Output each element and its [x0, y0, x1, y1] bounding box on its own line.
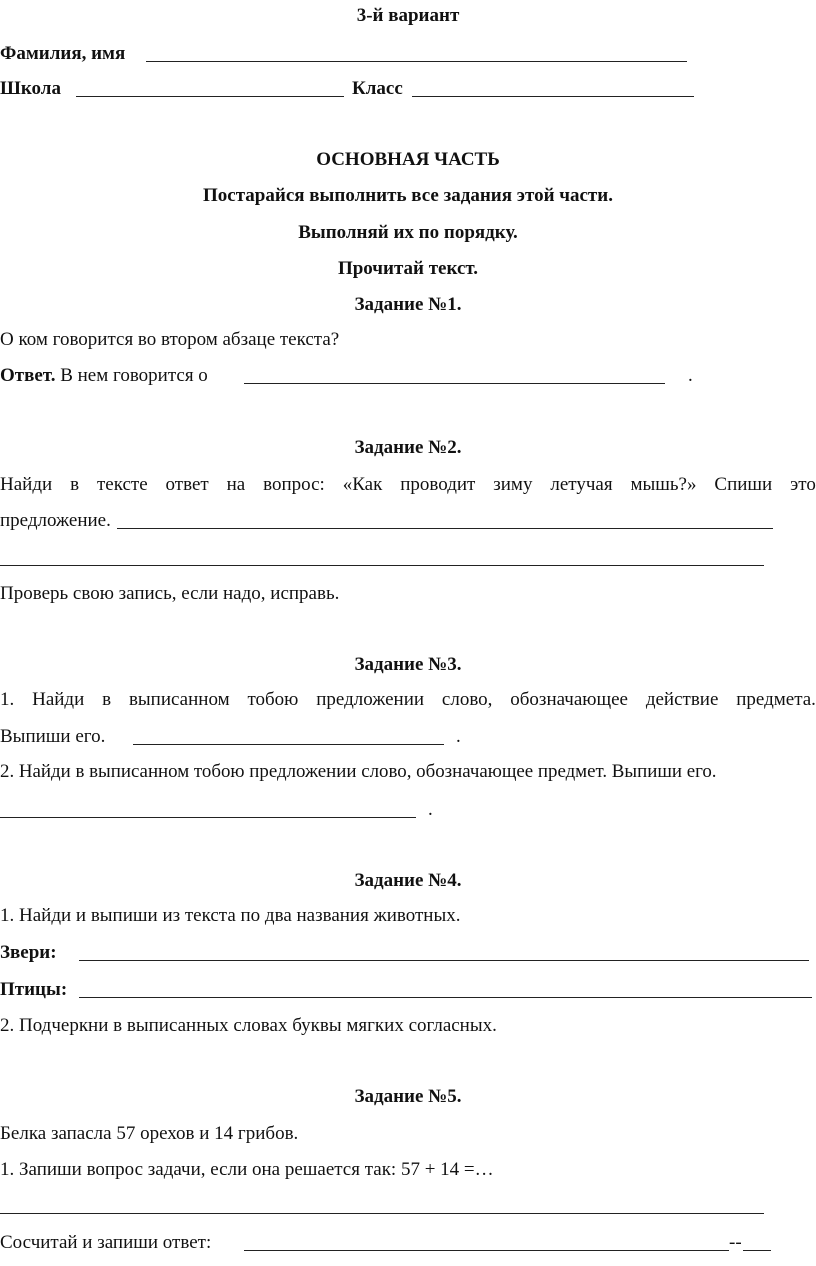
task2-question-word: в	[70, 474, 80, 495]
task3-p1-word: обозначающее	[510, 689, 628, 710]
task5-p1: 1. Запиши вопрос задачи, если она решается так: 57 + 14 =…	[0, 1159, 494, 1180]
task3-p1-word: 1.	[0, 689, 15, 710]
task5-answer-label: Сосчитай и запиши ответ:	[0, 1232, 212, 1253]
task3-p1-word: предмета.	[736, 689, 816, 710]
task3-p1-word: Найди	[32, 689, 85, 710]
task2-answer-field-2[interactable]	[0, 565, 764, 566]
task4-birds-label: Птицы:	[0, 979, 68, 1000]
task1-question: О ком говорится во втором абзаце текста?	[0, 329, 340, 350]
task2-question-line1	[0, 475, 816, 494]
task2-title: Задание №2.	[354, 437, 462, 458]
school-field[interactable]	[76, 96, 344, 97]
task5-title: Задание №5.	[354, 1086, 462, 1107]
task5-answer-field[interactable]	[244, 1250, 729, 1251]
task1-end-dot: .	[688, 365, 693, 386]
task4-birds-field[interactable]	[79, 997, 812, 998]
task2-question-word: Спиши	[714, 474, 773, 495]
task2-question-line2: предложение.	[0, 510, 111, 531]
intro-line-1: Постарайся выполнить все задания этой части.	[203, 185, 613, 206]
task1-answer-label: Ответ.	[0, 365, 56, 386]
task2-question-word: «Как	[342, 474, 383, 495]
task4-beasts-label: Звери:	[0, 942, 57, 963]
task5-condition: Белка запасла 57 орехов и 14 грибов.	[0, 1123, 299, 1144]
task5-answer-tail: --	[729, 1232, 742, 1253]
name-label: Фамилия, имя	[0, 43, 126, 64]
task1-title: Задание №1.	[354, 294, 462, 315]
task1-answer-field[interactable]	[244, 383, 665, 384]
task2-question-word: на	[226, 474, 246, 495]
task3-title: Задание №3.	[354, 654, 462, 675]
task3-p1-dot: .	[456, 726, 461, 747]
section-title: ОСНОВНАЯ ЧАСТЬ	[316, 149, 500, 170]
task3-p1-line1	[0, 690, 816, 709]
task4-p2: 2. Подчеркни в выписанных словах буквы мягких согласных.	[0, 1015, 497, 1036]
task3-p1-word: действие	[645, 689, 719, 710]
class-label: Класс	[352, 78, 403, 99]
task2-answer-field-1[interactable]	[117, 528, 773, 529]
task2-question-word: вопрос:	[263, 474, 325, 495]
task2-question-word: это	[790, 474, 816, 495]
name-field[interactable]	[146, 61, 687, 62]
task2-question-word: ответ	[165, 474, 209, 495]
task3-p2-line1: 2. Найди в выписанном тобою предложении слово, обозначающее предмет. Выпиши его.	[0, 761, 717, 782]
task3-p1-word: предложении	[316, 689, 425, 710]
task2-question-word: летучая	[550, 474, 613, 495]
task4-beasts-field[interactable]	[79, 960, 809, 961]
task3-p1-word: в	[102, 689, 112, 710]
task3-p1-word: тобою	[247, 689, 299, 710]
task3-p1-line2: Выпиши его.	[0, 726, 106, 747]
task2-question-word: проводит	[400, 474, 476, 495]
task5-answer-field-tail[interactable]	[743, 1250, 771, 1251]
task4-p1: 1. Найди и выпиши из текста по два названия животных.	[0, 905, 461, 926]
task1-answer-line	[0, 366, 208, 385]
task1-answer-text: В нем говорится о	[60, 365, 208, 386]
task3-p1-word: выписанном	[128, 689, 230, 710]
variant-title: 3-й вариант	[356, 5, 460, 26]
task2-question-word: тексте	[96, 474, 148, 495]
task2-question-word: Найди	[0, 474, 53, 495]
school-label: Школа	[0, 78, 61, 99]
task3-p2-dot: .	[428, 799, 433, 820]
task5-question-field[interactable]	[0, 1213, 764, 1214]
class-field[interactable]	[412, 96, 694, 97]
task2-check-text: Проверь свою запись, если надо, исправь.	[0, 583, 340, 604]
task2-question-word: зиму	[493, 474, 533, 495]
task3-p2-field[interactable]	[0, 817, 416, 818]
intro-line-3: Прочитай текст.	[337, 258, 479, 279]
task3-p1-word: слово,	[441, 689, 493, 710]
task2-question-word: мышь?»	[630, 474, 697, 495]
intro-line-2: Выполняй их по порядку.	[298, 222, 518, 243]
task3-p1-field[interactable]	[133, 744, 444, 745]
task4-title: Задание №4.	[354, 870, 462, 891]
